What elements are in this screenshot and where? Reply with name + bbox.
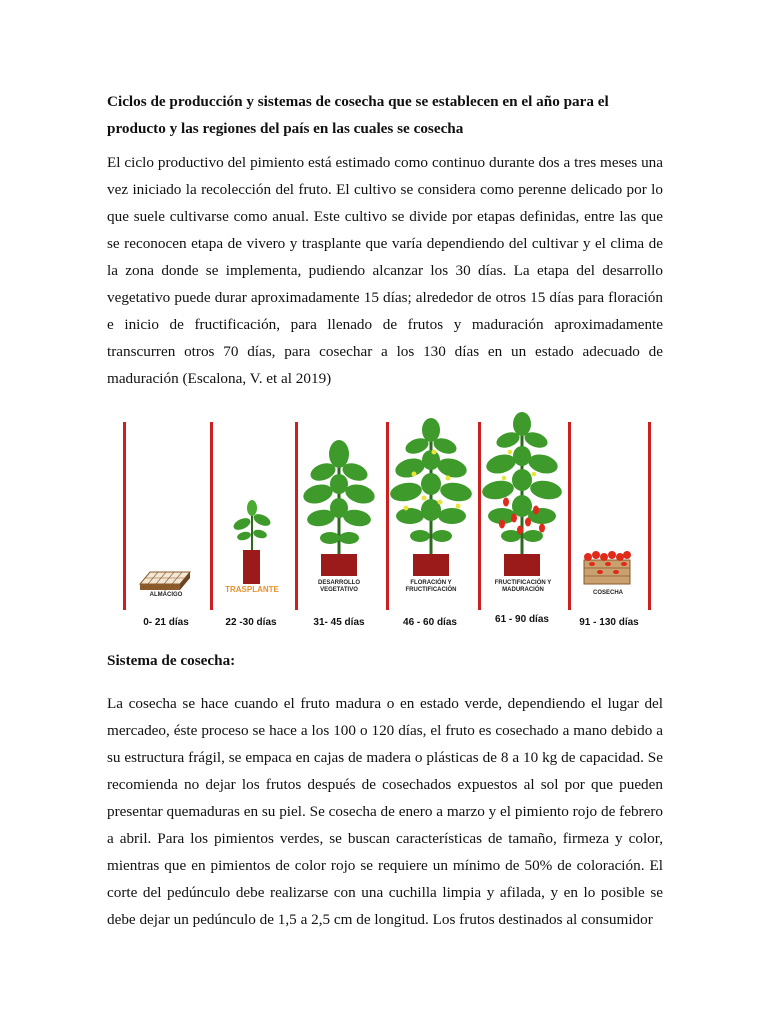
paragraph-harvest-system: La cosecha se hace cuando el fruto madura o en estado verde, dependiendo el lugar del mercadeo, éste proceso se hace a los 100 o 120 días, el fruto es cosechado a mano debido a su estructura frágil, se empaca en cajas de madera o plásticas de 8 a 10 kg de capacidad. Se recomienda no dejar los frutos después de cosechados expuestos al sol por que pueden presentar quemaduras en su piel. Se cosecha de enero a marzo y el pimiento rojo de febrero a abril. Para los pimientos verdes, se buscan características de tamaño, firmeza y color, mientras que en pimientos de color rojo se requiere un mínimo de 50% de coloración. El corte del pedúnculo debe realizarse con una cuchilla limpia y afilada, y en lo posible se debe dejar un pedúnculo de 1,5 a 2,5 cm de longitud. Los frutos destinados al consumidor bbox=[107, 695, 663, 928]
stage-label-fructificacion: FRUCTIFICACIÓN Y MADURACIÓN bbox=[494, 580, 552, 593]
stage-dividers bbox=[123, 422, 651, 610]
stage-label-trasplante: TRASPLANTE bbox=[225, 585, 279, 594]
stage-label-almacigo: ALMÁCIGO bbox=[149, 592, 183, 598]
stage-label-cosecha: COSECHA bbox=[592, 590, 623, 596]
transplant-seedling-icon bbox=[232, 500, 273, 584]
section-heading-harvest-system: Sistema de cosecha: bbox=[107, 652, 236, 669]
harvest-crate-icon bbox=[584, 551, 631, 584]
stage-range-2: 22 -30 días bbox=[225, 617, 277, 628]
stage-range-1: 0- 21 días bbox=[143, 617, 189, 628]
seedling-tray-icon bbox=[140, 572, 190, 590]
stage-range-6: 91 - 130 días bbox=[579, 617, 639, 628]
stage-range-4: 46 - 60 días bbox=[403, 617, 457, 628]
stage-range-5: 61 - 90 días bbox=[495, 614, 549, 625]
growth-stages-figure bbox=[118, 412, 653, 634]
stage-label-desarrollo: DESARROLLO VEGETATIVO bbox=[318, 580, 360, 593]
stage-label-floracion: FLORACIÓN Y FRUCTIFICACIÓN bbox=[405, 580, 457, 593]
growth-stages-illustration bbox=[118, 412, 653, 634]
fruiting-plant-icon bbox=[481, 412, 564, 576]
paragraph-production-cycle: El ciclo productivo del pimiento está estimado como continuo durante dos a tres meses una vez iniciado la recolección del fruto. El cultivo se considera como perenne delicado por lo que suele cultivarse como anual. Este cultivo se divide por etapas definidas, entre las que se reconocen etapa de vivero y trasplante que varía dependiendo del cultivar y el clima de la zona donde se implementa, pudiendo alcanzar los 30 días. La etapa del desarrollo vegetativo puede durar aproximadamente 15 días; alrededor de otros 15 días para floración e inicio de fructificación, para llenado de frutos y maduración aproximadamente transcurren otros 70 días, para cosechar a los 130 días en un estado adecuado de maduración (Escalona, V. et al 2019) bbox=[107, 154, 663, 387]
stage-range-3: 31- 45 días bbox=[313, 617, 365, 628]
flowering-plant-icon bbox=[389, 418, 474, 576]
section-heading-production-cycles: Ciclos de producción y sistemas de cosecha que se establecen en el año para el producto y las regiones del país en las cuales se cosecha bbox=[107, 93, 609, 137]
vegetative-plant-icon bbox=[301, 440, 377, 576]
